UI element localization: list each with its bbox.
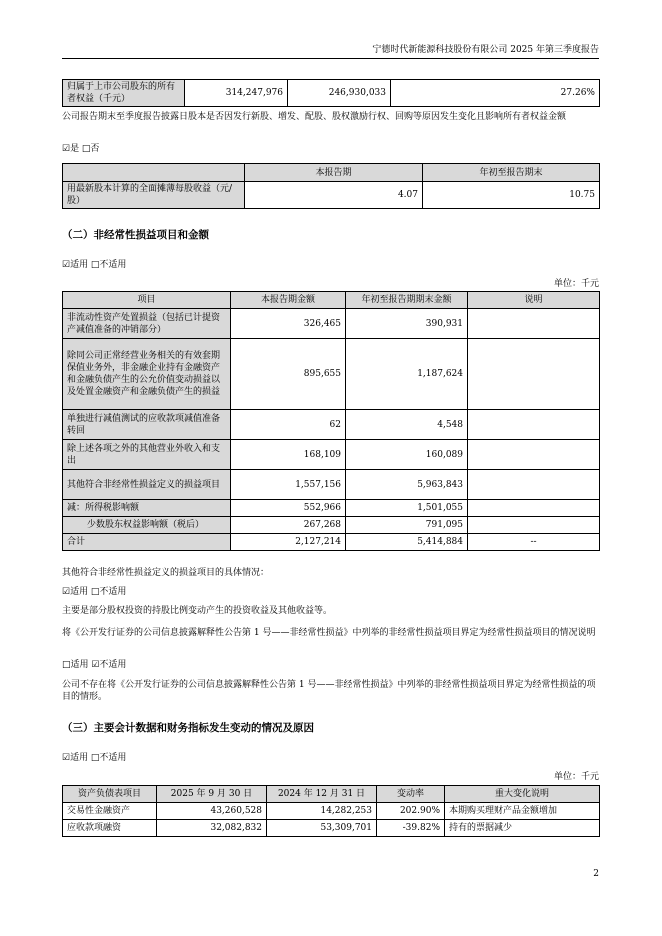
nr-current: 326,465: [231, 309, 346, 339]
table-row: [63, 517, 600, 534]
nr-current: 62: [231, 410, 346, 440]
bc-rate: -39.82%: [377, 820, 445, 837]
table-row: [63, 309, 600, 339]
section3-title: （三）主要会计数据和财务指标发生变动的情况及原因: [62, 722, 314, 734]
nr-note: [468, 470, 600, 500]
report-header: 宁德时代新能源科技股份有限公司 2025 年第三季度报告: [372, 45, 599, 55]
nr-current: 1,557,156: [231, 470, 346, 500]
nr-ytd: 160,089: [346, 440, 468, 470]
table-row: [63, 500, 600, 517]
table-row: [63, 410, 600, 440]
nr-header-note: 说明: [468, 292, 600, 309]
bc-header-current: 2025 年 9 月 30 日: [157, 786, 267, 803]
share-change-note: 公司报告期末至季度报告披露日股本是否因发行新股、增发、配股、股权激励行权、回购等原因发生变化且影响所有者权益金额: [62, 112, 567, 122]
other-items-title: 其他符合非经常性损益定义的损益项目的具体情况：: [62, 568, 270, 578]
table-row: [63, 470, 600, 500]
nr-note: [468, 440, 600, 470]
bc-rate: 202.90%: [377, 803, 445, 820]
nr-current: 552,966: [231, 500, 346, 517]
bc-header-reason: 重大变化说明: [445, 786, 600, 803]
section2-applicable: ☑适用 □不适用: [62, 260, 127, 270]
nr-ytd: 4,548: [346, 410, 468, 440]
equity-table: [62, 79, 600, 107]
nr-header-ytd: 年初至报告期期末金额: [346, 292, 468, 309]
bc-prior: 14,282,253: [267, 803, 377, 820]
bc-reason: 持有的票据减少: [445, 820, 600, 837]
nr-current: 267,268: [231, 517, 346, 534]
nr-note: [468, 517, 600, 534]
nr-item: 非流动性资产处置损益（包括已计提资产减值准备的冲销部分）: [63, 309, 231, 339]
nr-item: 其他符合非经常性损益定义的损益项目: [63, 470, 231, 500]
table-row: [63, 440, 600, 470]
nr-item: 减：所得税影响额: [63, 500, 231, 517]
other-items-applicable: ☑适用 □不适用: [62, 587, 127, 597]
bc-item: 交易性金融资产: [63, 803, 157, 820]
other-items-desc: 主要是部分股权投资的持股比例变动产生的投资收益及其他收益等。: [62, 606, 333, 616]
nr-ytd: 1,501,055: [346, 500, 468, 517]
eps-header-ytd: 年初至报告期末: [423, 164, 600, 182]
eps-label: 用最新股本计算的全面摊薄每股收益（元/股）: [63, 182, 245, 209]
bc-reason: 本期购买理财产品金额增加: [445, 803, 600, 820]
section2-title: （二）非经常性损益项目和金额: [62, 229, 209, 241]
bc-header-item: 资产负债表项目: [63, 786, 157, 803]
nr-ytd: 791,095: [346, 517, 468, 534]
nr-current: 895,655: [231, 339, 346, 410]
table-row: [63, 803, 600, 820]
reclass-note: 将《公开发行证券的公司信息披露解释性公告第 1 号——非经常性损益》中列举的非经常性损益项目界定为经常性损益项目的情况说明: [62, 628, 596, 638]
table-header-row: [63, 164, 600, 182]
table-row: [63, 80, 600, 107]
nr-note: [468, 500, 600, 517]
bc-header-rate: 变动率: [377, 786, 445, 803]
bc-item: 应收款项融资: [63, 820, 157, 837]
nr-item: 单独进行减值测试的应收款项减值准备转回: [63, 410, 231, 440]
table-row: [63, 820, 600, 837]
section3-applicable: ☑适用 □不适用: [62, 753, 127, 763]
nr-item: 除上述各项之外的其他营业外收入和支出: [63, 440, 231, 470]
table-header-row: [63, 786, 600, 803]
nr-ytd: 1,187,624: [346, 339, 468, 410]
nr-ytd: 390,931: [346, 309, 468, 339]
balance-change-table: [62, 785, 600, 837]
nr-ytd: 5,963,843: [346, 470, 468, 500]
eps-ytd: 10.75: [423, 182, 600, 209]
table-header-row: [63, 292, 600, 309]
eps-table: [62, 163, 600, 209]
equity-label: 归属于上市公司股东的所有者权益（千元）: [63, 80, 185, 107]
eps-header-current: 本报告期: [245, 164, 423, 182]
section3-unit: 单位：千元: [553, 772, 599, 782]
nr-header-current: 本报告期金额: [231, 292, 346, 309]
nr-total-ytd: 5,414,884: [346, 534, 468, 551]
eps-current: 4.07: [245, 182, 423, 209]
nr-item: 少数股东权益影响额（税后）: [63, 517, 231, 534]
section2-unit: 单位：千元: [553, 279, 599, 289]
nr-current: 168,109: [231, 440, 346, 470]
reclass-applicable: □适用 ☑不适用: [62, 660, 127, 670]
equity-current: 314,247,976: [185, 80, 288, 107]
nr-total-current: 2,127,214: [231, 534, 346, 551]
equity-change: 27.26%: [391, 80, 600, 107]
eps-header-blank: [63, 164, 245, 182]
nr-note: [468, 309, 600, 339]
table-row: [63, 182, 600, 209]
share-change-choice: ☑是 □否: [62, 144, 100, 154]
nr-note: [468, 410, 600, 440]
nonrecurring-table: [62, 291, 600, 551]
table-row: [63, 339, 600, 410]
bc-prior: 53,309,701: [267, 820, 377, 837]
nr-item: 除同公司正常经营业务相关的有效套期保值业务外，非金融企业持有金融资产和金融负债产生的公允价值变动损益以及处置金融资产和金融负债产生的损益: [63, 339, 231, 410]
nr-total-note: --: [468, 534, 600, 551]
bc-current: 43,260,528: [157, 803, 267, 820]
nr-header-item: 项目: [63, 292, 231, 309]
table-row: [63, 534, 600, 551]
bc-current: 32,082,832: [157, 820, 267, 837]
bc-header-prior: 2024 年 12 月 31 日: [267, 786, 377, 803]
nr-total-label: 合计: [63, 534, 231, 551]
reclass-desc: 公司不存在将《公开发行证券的公司信息披露解释性公告第 1 号——非经常性损益》中列举的非经常性损益项目界定为经常性损益的项目的情形。: [62, 680, 596, 703]
header-rule: [62, 58, 599, 59]
equity-prior: 246,930,033: [288, 80, 391, 107]
page-number: 2: [593, 869, 599, 879]
nr-note: [468, 339, 600, 410]
